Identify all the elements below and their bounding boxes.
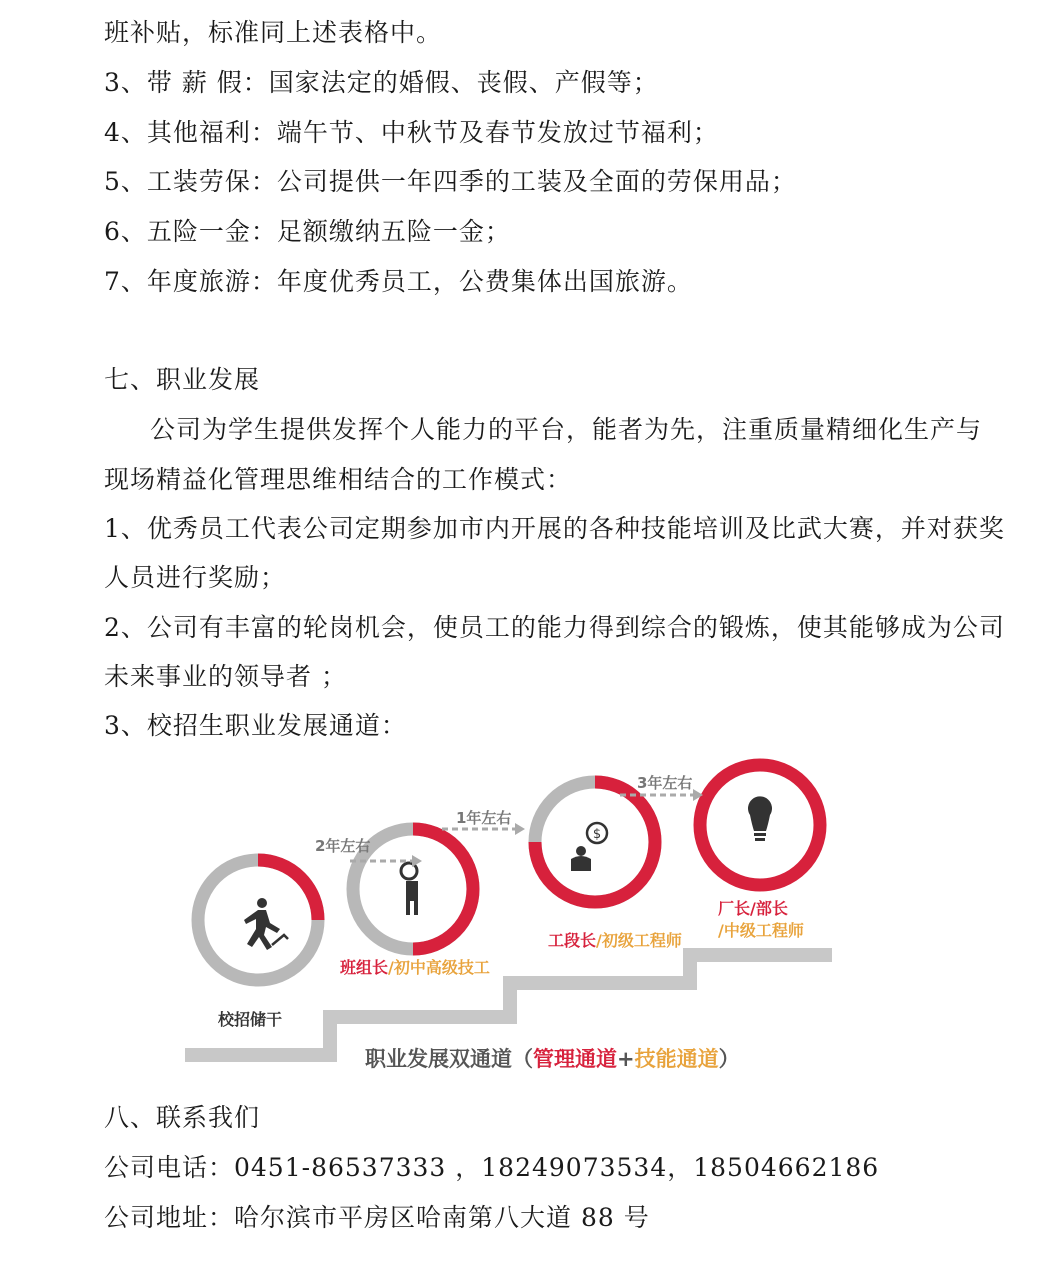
caption-skill: 技能通道 [634, 1047, 719, 1071]
career-path-diagram [180, 755, 840, 1085]
stage-label-3 [548, 931, 682, 950]
text-line: 4、其他福利：端午节、中秋节及春节发放过节福利； [104, 118, 719, 147]
list-item: 3、校招生职业发展通道： [104, 711, 407, 740]
lightbulb-icon [748, 796, 772, 841]
stage-label-3-sub: /初级工程师 [596, 931, 682, 950]
arrow-label-1: 2年左右 [315, 837, 371, 855]
stage-label-3-title: 工段长 [548, 931, 597, 950]
stage-label-2 [340, 958, 490, 977]
stage-label-2-sub: /初中高级技工 [388, 958, 490, 977]
section-title: 八、联系我们 [104, 1103, 261, 1132]
caption-suffix: ） [718, 1047, 740, 1071]
paragraph-line: 公司为学生提供发挥个人能力的平台，能者为先，注重质量精细化生产与 [150, 415, 983, 444]
stage-label-2-title: 班组长 [340, 958, 389, 977]
text-line: 3、带 薪 假：国家法定的婚假、丧假、产假等； [104, 68, 659, 97]
contact-phone: 公司电话：0451-86537333 ，18249073534，18504662186 [104, 1153, 880, 1182]
text-line: 6、五险一金：足额缴纳五险一金； [104, 217, 511, 246]
stage-label-4-sub: /中级工程师 [718, 921, 804, 940]
paragraph-line: 现场精益化管理思维相结合的工作模式： [104, 465, 573, 494]
text-line: 7、年度旅游：年度优秀员工，公费集体出国旅游。 [104, 267, 693, 296]
contact-address: 公司地址：哈尔滨市平房区哈南第八大道 88 号 [104, 1203, 650, 1232]
stage-label-1: 校招储干 [218, 1010, 283, 1029]
list-item: 1、优秀员工代表公司定期参加市内开展的各种技能培训及比武大赛，并对获奖 [104, 514, 1005, 543]
stage-label-4-title: 厂长/部长 [718, 899, 788, 918]
arrow-label-2: 1年左右 [456, 809, 512, 827]
list-item-cont: 未来事业的领导者 ； [104, 662, 347, 691]
diagram-caption [365, 1047, 740, 1071]
arrow-label-3: 3年左右 [637, 774, 693, 792]
caption-prefix: 职业发展双通道（ [365, 1047, 533, 1071]
list-item: 2、公司有丰富的轮岗机会，使员工的能力得到综合的锻炼，使其能够成为公司 [104, 613, 1005, 642]
running-man-icon [244, 898, 288, 950]
section-title: 七、职业发展 [104, 365, 261, 394]
text-line: 班补贴，标准同上述表格中。 [104, 18, 443, 47]
caption-management: 管理通道 [533, 1047, 617, 1071]
svg-text:$: $ [592, 827, 602, 842]
caption-plus: + [617, 1047, 635, 1071]
money-bulb-person-icon [571, 823, 607, 871]
text-line: 5、工装劳保：公司提供一年四季的工装及全面的劳保用品； [104, 167, 797, 196]
list-item-cont: 人员进行奖励； [104, 563, 287, 592]
magnifier-person-icon [401, 863, 418, 915]
